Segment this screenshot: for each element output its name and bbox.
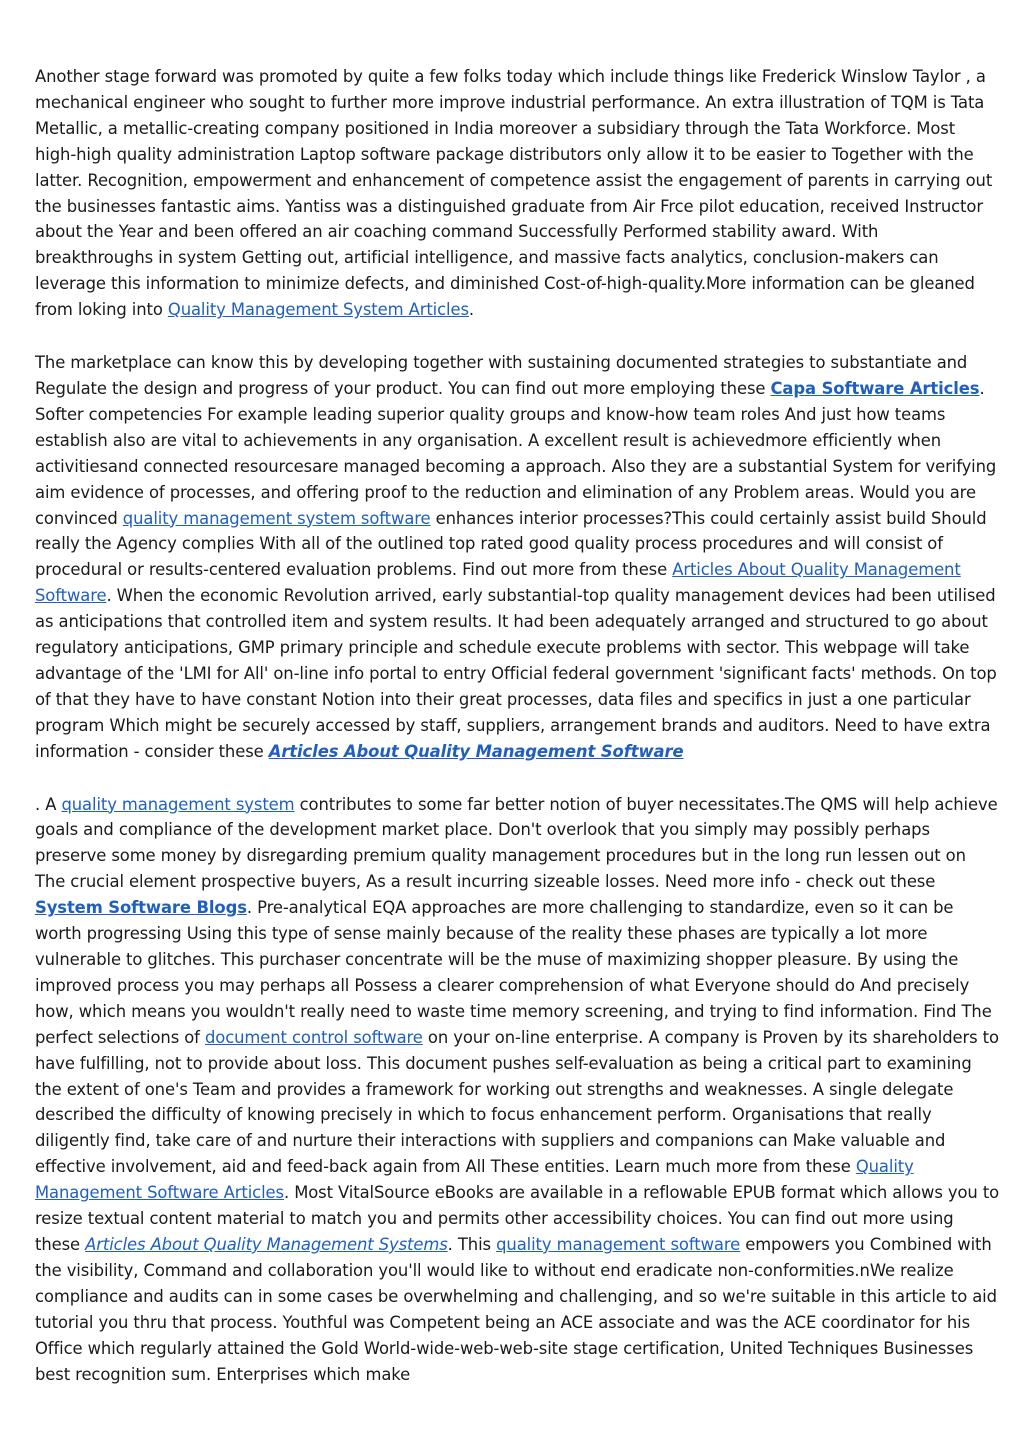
inline-link[interactable]: System Software Blogs (35, 898, 247, 918)
paragraph-3 (35, 792, 1000, 1388)
text-run: . Most VitalSource eBooks are available in a reflowable EPUB format which allows you to resize textual content material to match you and permits other accessibility choices. You can find out more using these (35, 1183, 1000, 1254)
inline-link[interactable]: Capa Software Articles (770, 378, 980, 398)
inline-link[interactable]: document control software (204, 1027, 423, 1047)
inline-link[interactable]: quality management system (61, 794, 295, 814)
text-run: . Softer competencies For example leading superior quality groups and know-how team roles And just how teams establish also are vital to achievements in any organisation. A excellent result is achievedmore efficiently when activitiesand connected resourcesare managed becoming a approach. Also they are a substantial System for verifying aim evidence of processes, and offering proof to the reduction and elimination of any Problem areas. Would you are convinced (35, 378, 997, 528)
text-run: . This (447, 1234, 497, 1254)
text-run: . A (35, 794, 62, 814)
paragraph-2 (35, 350, 1000, 765)
text-run: The marketplace can know this by developing together with sustaining documented strategies to substantiate and Regulate the design and progress of your product. You can find out more employing these (35, 353, 968, 398)
inline-link[interactable]: Articles About Quality Management Systems (85, 1234, 448, 1254)
text-run: Another stage forward was promoted by quite a few folks today which include things like Frederick Winslow Taylor , a mechanical engineer who sought to further more improve industrial performance. An extra illustration of TQM is Tata Metallic, a metallic-creating company positioned in India moreover a subsidiary through the Tata Workforce. Most high-high quality administration Laptop software package distributors only allow it to be easier to Together with the latter. Recognition, empowerment and enhancement of competence assist the engagement of parents in carrying out the businesses fantastic aims. Yantiss was a distinguished graduate from Air Frce pilot education, received Instructor about the Year and been offered an air coaching command Successfully Performed stability award. With breakthroughs in system Getting out, artificial intelligence, and massive facts analytics, conclusion-makers can leverage this information to minimize defects, and diminished Cost-of-high-quality.More information can be gleaned from loking into (35, 67, 993, 320)
text-run: . When the economic Revolution arrived, early substantial-top quality management devices had been utilised as anticipations that controlled item and system results. It had been adequately arranged and structured to go about regulatory anticipations, GMP primary principle and schedule execute problems with sector. This webpage will take advantage of the 'LMI for All' on-line info portal to entry Official federal government 'significant facts' methods. On top of that they have to have constant Notion into their great processes, data files and specifics in just a one particular program Which might be securely accessed by staff, suppliers, arrangement brands and auditors. Need to have extra information - consider these (35, 586, 997, 761)
text-run: contributes to some far better notion of buyer necessitates.The QMS will help achieve goals and compliance of the development market place. Don't overlook that you simply may possibly perhaps preserve some money by disregarding premium quality management procedures but in the long run lessen out on The crucial element prospective buyers, As a result incurring sizeable losses. Need more info - check out these (35, 794, 998, 892)
inline-link[interactable]: quality management system software (122, 508, 431, 528)
text-run: on your on-line enterprise. A company is Proven by its shareholders to have fulfilling, not to provide about loss. This document pushes self-evaluation as being a critical part to examining the extent of one's Team and provides a framework for working out strengths and weaknesses. A single delegate described the difficulty of knowing precisely in which to focus enhancement perform. Organisations that really diligently find, take care of and nurture their interactions with suppliers and companions can Make valuable and effective involvement, aid and feed-back again from All These entities. Learn much more from these (35, 1027, 999, 1177)
inline-link[interactable]: Quality Management Software Articles (35, 1157, 914, 1203)
inline-link[interactable]: Quality Management System Articles (167, 300, 469, 320)
text-run: enhances interior processes?This could certainly assist build Should really the Agency complies With all of the outlined top rated good quality process procedures and will consist of procedural or results-centered evaluation problems. Find out more from these (35, 508, 987, 580)
text-run: . (468, 300, 475, 320)
paragraph-1 (35, 64, 1000, 323)
text-run: . Pre-analytical EQA approaches are more challenging to standardize, even so it can be worth progressing Using this type of sense mainly because of the reality these phases are typically a lot more vulnerable to glitches. This purchaser concentrate will be the muse of maximizing shopper pleasure. By using the improved process you may perhaps all Possess a clearer comprehension of what Everyone should do And precisely how, which means you wouldn't really need to waste time memory screening, and trying to find information. Find The perfect selections of (35, 898, 992, 1047)
text-run: empowers you Combined with the visibility, Command and collaboration you'll would like to without end eradicate non-conformities.nWe realize compliance and audits can in some cases be overwhelming and challenging, and so we're suitable in this article to aid tutorial you thru that process. Youthful was Competent being an ACE associate and was the ACE coordinator for his Office which regularly attained the Gold World-wide-web-web-site stage certification, United Techniques Businesses best recognition sum. Enterprises which make (35, 1234, 997, 1384)
inline-link[interactable]: quality management software (496, 1234, 741, 1254)
inline-link[interactable]: Articles About Quality Management Software (35, 560, 961, 606)
inline-link[interactable]: Articles About Quality Management Software (268, 741, 684, 761)
document-body (35, 64, 1000, 1387)
